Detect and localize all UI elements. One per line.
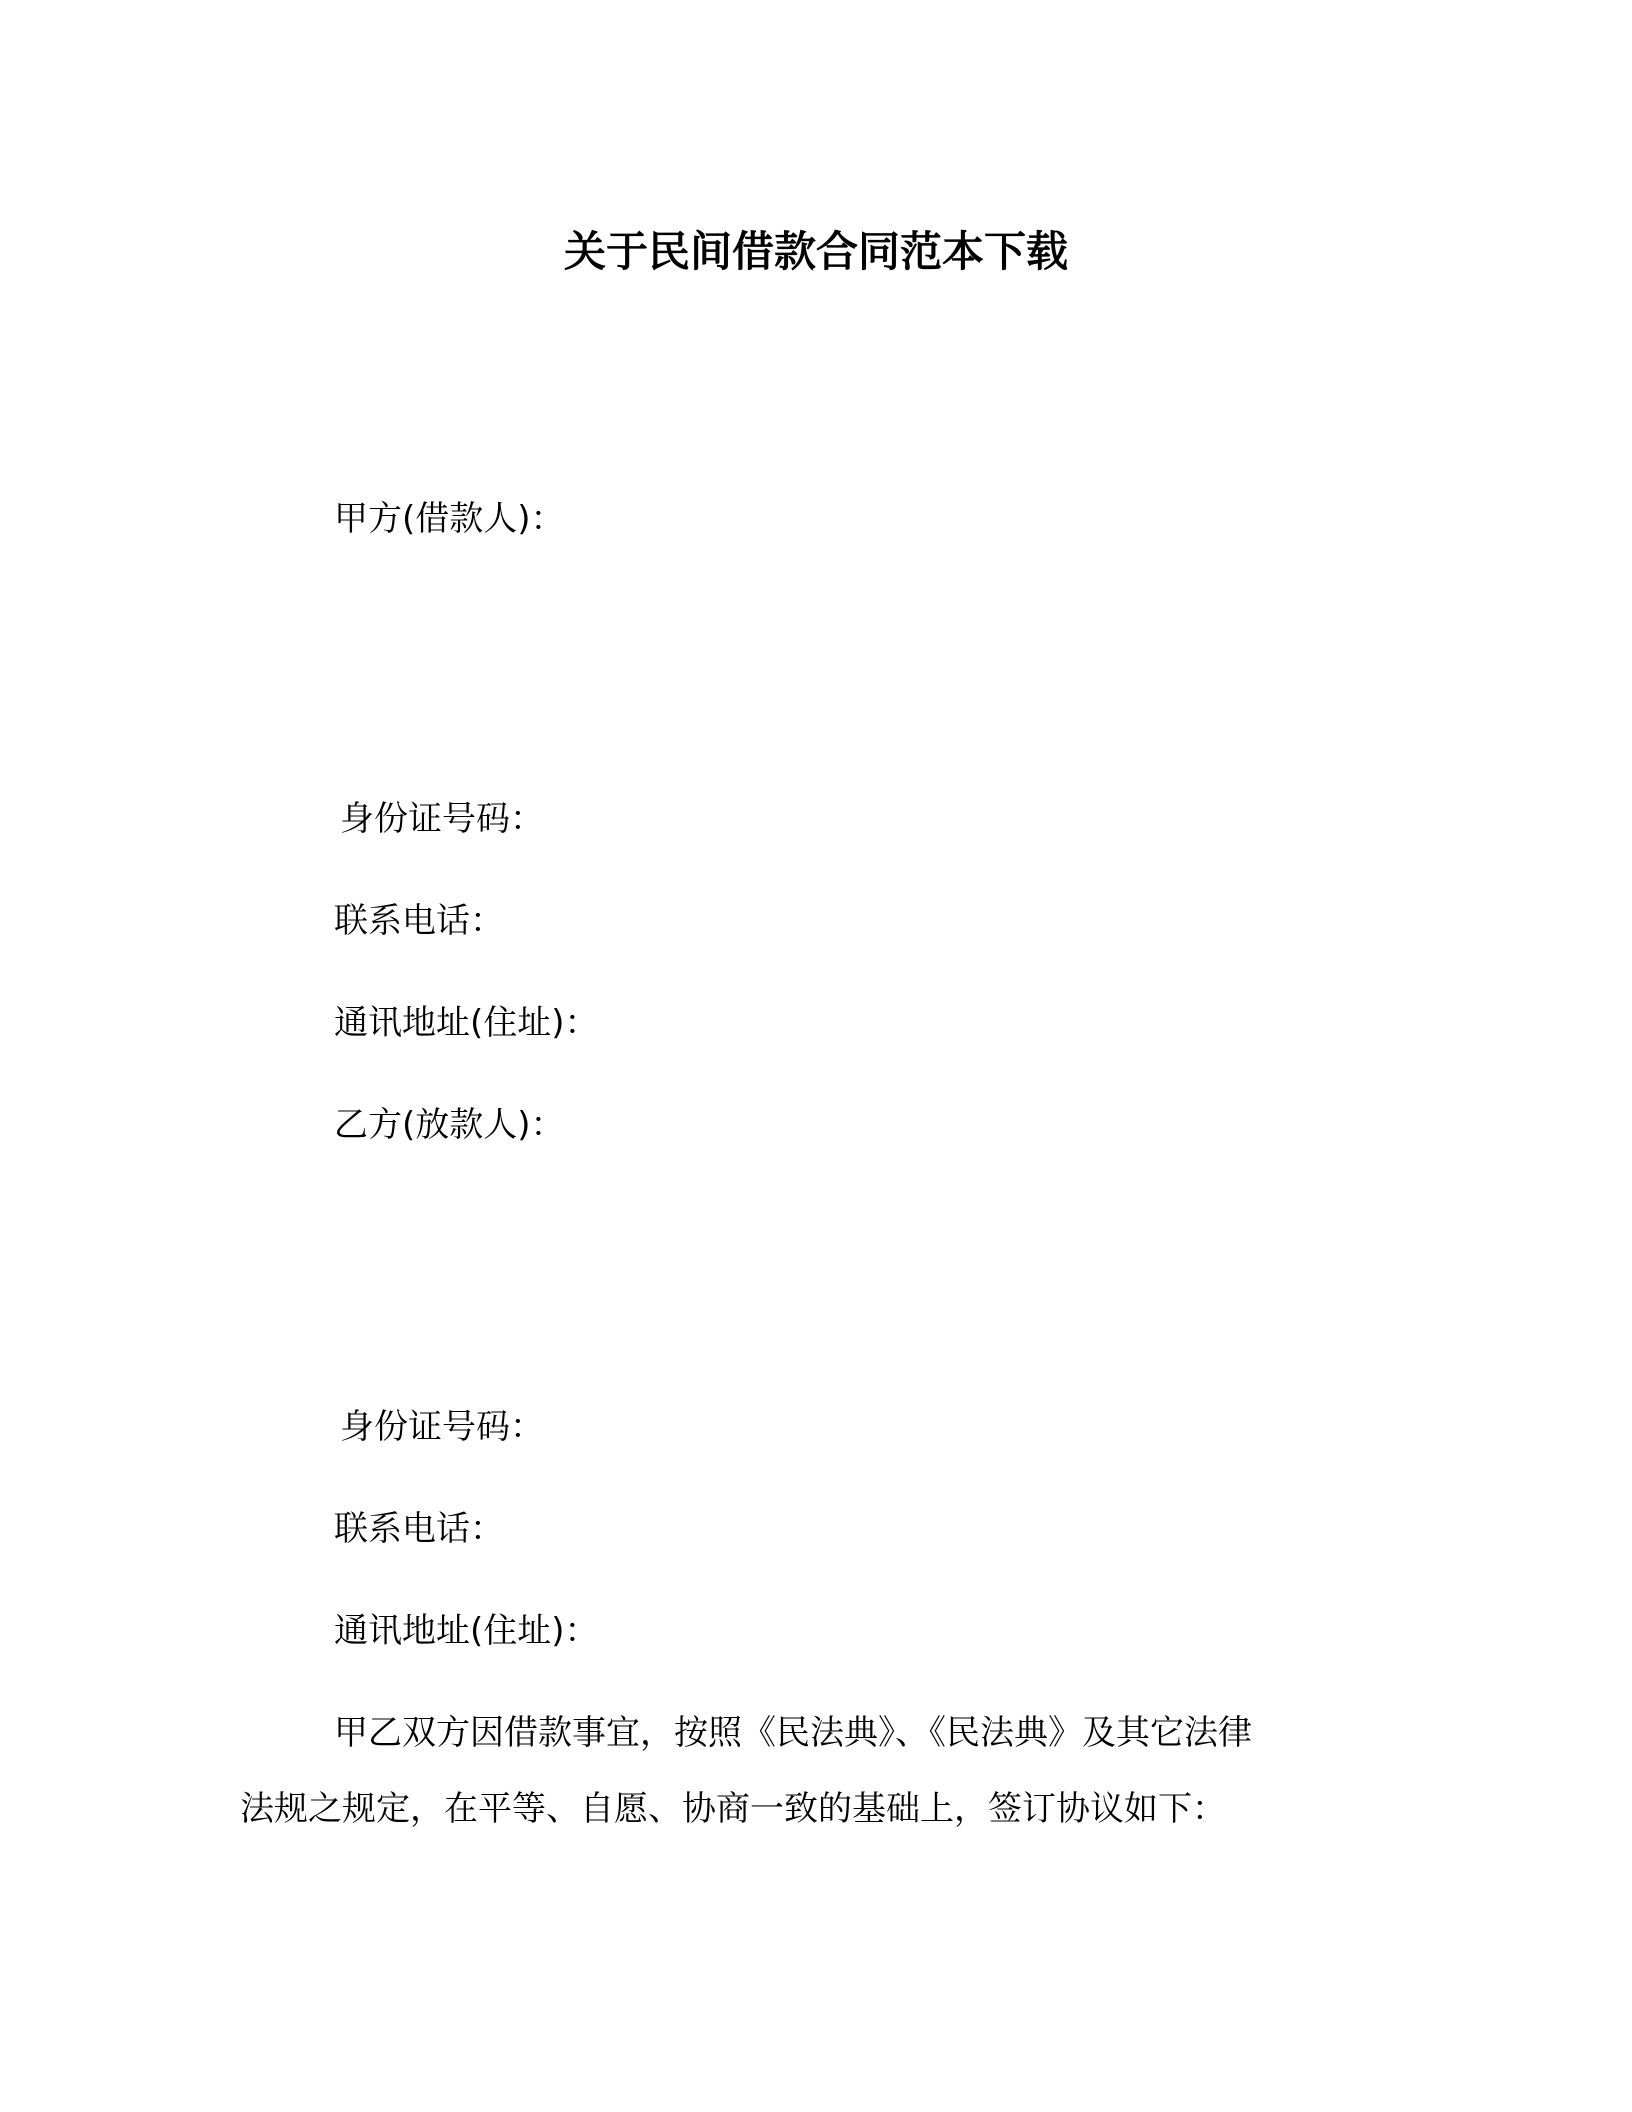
party-b-address-label: 通讯地址(住址)： [334, 1611, 599, 1651]
party-a-name-label: 甲方(借款人)： [334, 499, 565, 539]
party-a-phone-label: 联系电话： [334, 901, 504, 941]
party-a-id-label: 身份证号码： [340, 799, 544, 839]
party-a-address-label: 通讯地址(住址)： [334, 1003, 599, 1043]
party-b-id-label: 身份证号码： [340, 1407, 544, 1447]
preamble-line-2: 法规之规定，在平等、自愿、协商一致的基础上，签订协议如下： [240, 1789, 1226, 1829]
party-b-name-label: 乙方(放款人)： [334, 1105, 565, 1145]
preamble-line-1: 甲乙双方因借款事宜，按照《民法典》、《民法典》及其它法律 [334, 1713, 1252, 1753]
document-title: 关于民间借款合同范本下载 [563, 227, 1068, 276]
party-b-phone-label: 联系电话： [334, 1509, 504, 1549]
